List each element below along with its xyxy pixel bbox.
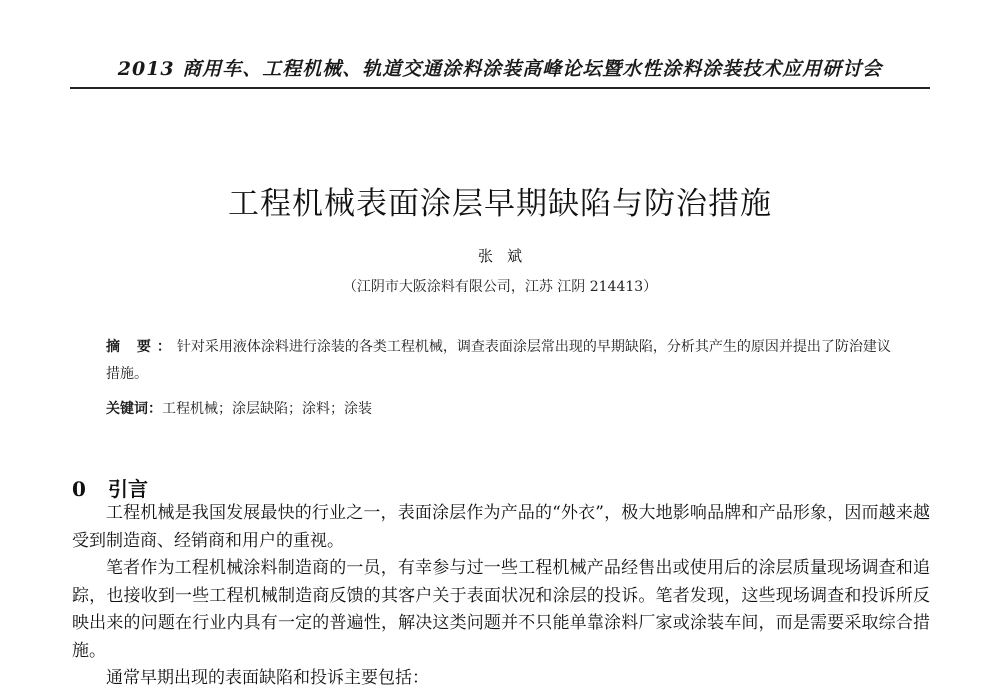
running-header: 2013 商用车、工程机械、轨道交通涂料涂装高峰论坛暨水性涂料涂装技术应用研讨会 [117, 58, 883, 80]
keywords-label: 关键词： [106, 401, 162, 417]
abstract-text: 针对采用液体涂料进行涂装的各类工程机械，调查表面涂层常出现的早期缺陷，分析其产生的原因并提出了防治建议措施。 [106, 339, 891, 382]
section-heading [72, 473, 148, 502]
author-name: 张斌 [477, 247, 536, 265]
paper-title: 工程机械表面涂层早期缺陷与防治措施 [228, 186, 772, 222]
body-paragraph: 笔者作为工程机械涂料制造商的一员，有幸参与过一些工程机械产品经售出或使用后的涂层质量现场调查和追踪，也接收到一些工程机械制造商反馈的其客户关于表面状况和涂层的投诉。笔者发现，这些现场调查和投诉所反映出来的问题在行业内具有一定的普遍性，解决这类问题并不只能单靠涂料厂家或涂装车间，而是需要采取综合措施。 [72, 558, 930, 661]
body-paragraph: 工程机械是我国发展最快的行业之一，表面涂层作为产品的“外衣”，极大地影响品牌和产品形象，因而越来越受到制造商、经销商和用户的重视。 [72, 503, 930, 551]
keywords-text: 工程机械；涂层缺陷；涂料；涂装 [162, 401, 372, 417]
section-number: 0 [72, 477, 86, 501]
section-body [72, 500, 930, 693]
body-paragraph: 通常早期出现的表面缺陷和投诉主要包括： [106, 668, 429, 688]
author-affiliation: （江阴市大阪涂料有限公司，江苏 江阴 214413） [342, 279, 658, 295]
abstract-label: 摘 要： [106, 339, 177, 355]
keywords [106, 396, 896, 423]
section-title: 引言 [108, 477, 148, 501]
header-rule [70, 87, 930, 89]
abstract [106, 334, 896, 388]
